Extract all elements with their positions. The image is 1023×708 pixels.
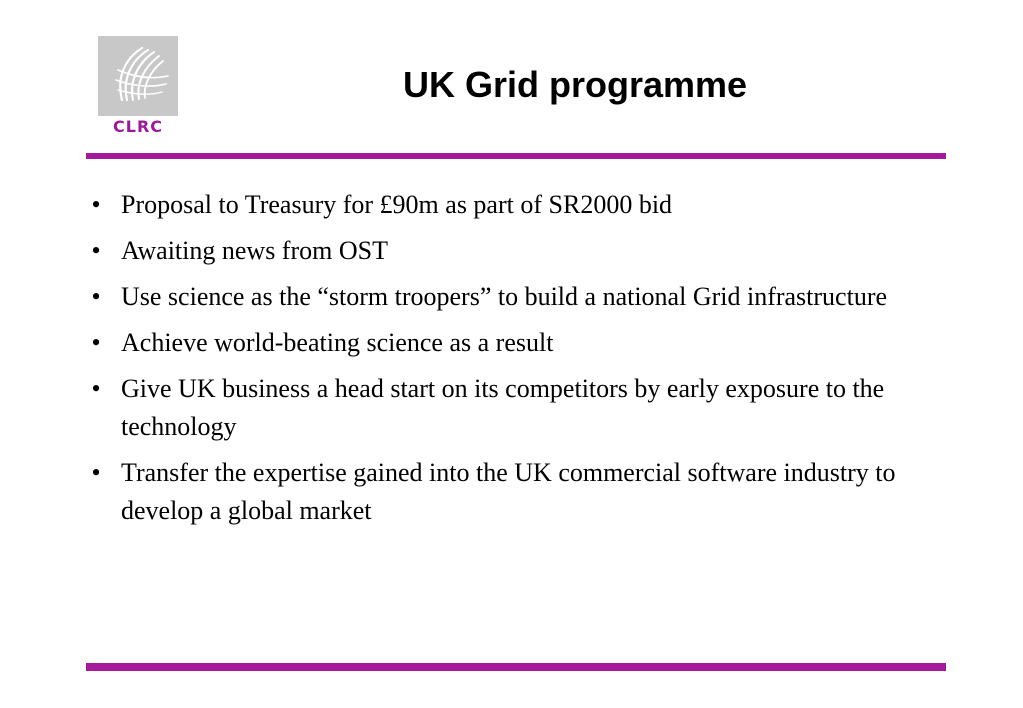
logo-text: CLRC	[113, 117, 163, 136]
bottom-divider	[86, 663, 946, 671]
logo-swirl-icon	[98, 36, 178, 116]
list-item: • Transfer the expertise gained into the UK commercial software industry to develop a global market	[86, 454, 936, 530]
top-divider	[86, 153, 946, 159]
list-item: • Give UK business a head start on its competitors by early exposure to the technology	[86, 370, 936, 446]
bullet-icon: •	[91, 328, 101, 357]
slide-title: UK Grid programme	[402, 64, 748, 105]
bullet-icon: •	[91, 282, 101, 311]
bullet-icon: •	[91, 458, 101, 487]
bullet-list	[86, 186, 936, 538]
list-item: • Awaiting news from OST	[86, 232, 936, 270]
bullet-icon: •	[91, 374, 101, 403]
list-item: • Use science as the “storm troopers” to build a national Grid infrastructure	[86, 278, 936, 316]
list-item: • Achieve world-beating science as a result	[86, 324, 936, 362]
bullet-icon: •	[91, 190, 101, 219]
list-item: • Proposal to Treasury for £90m as part of SR2000 bid	[86, 186, 936, 224]
bullet-icon: •	[91, 236, 101, 265]
clrc-logo	[96, 36, 180, 136]
